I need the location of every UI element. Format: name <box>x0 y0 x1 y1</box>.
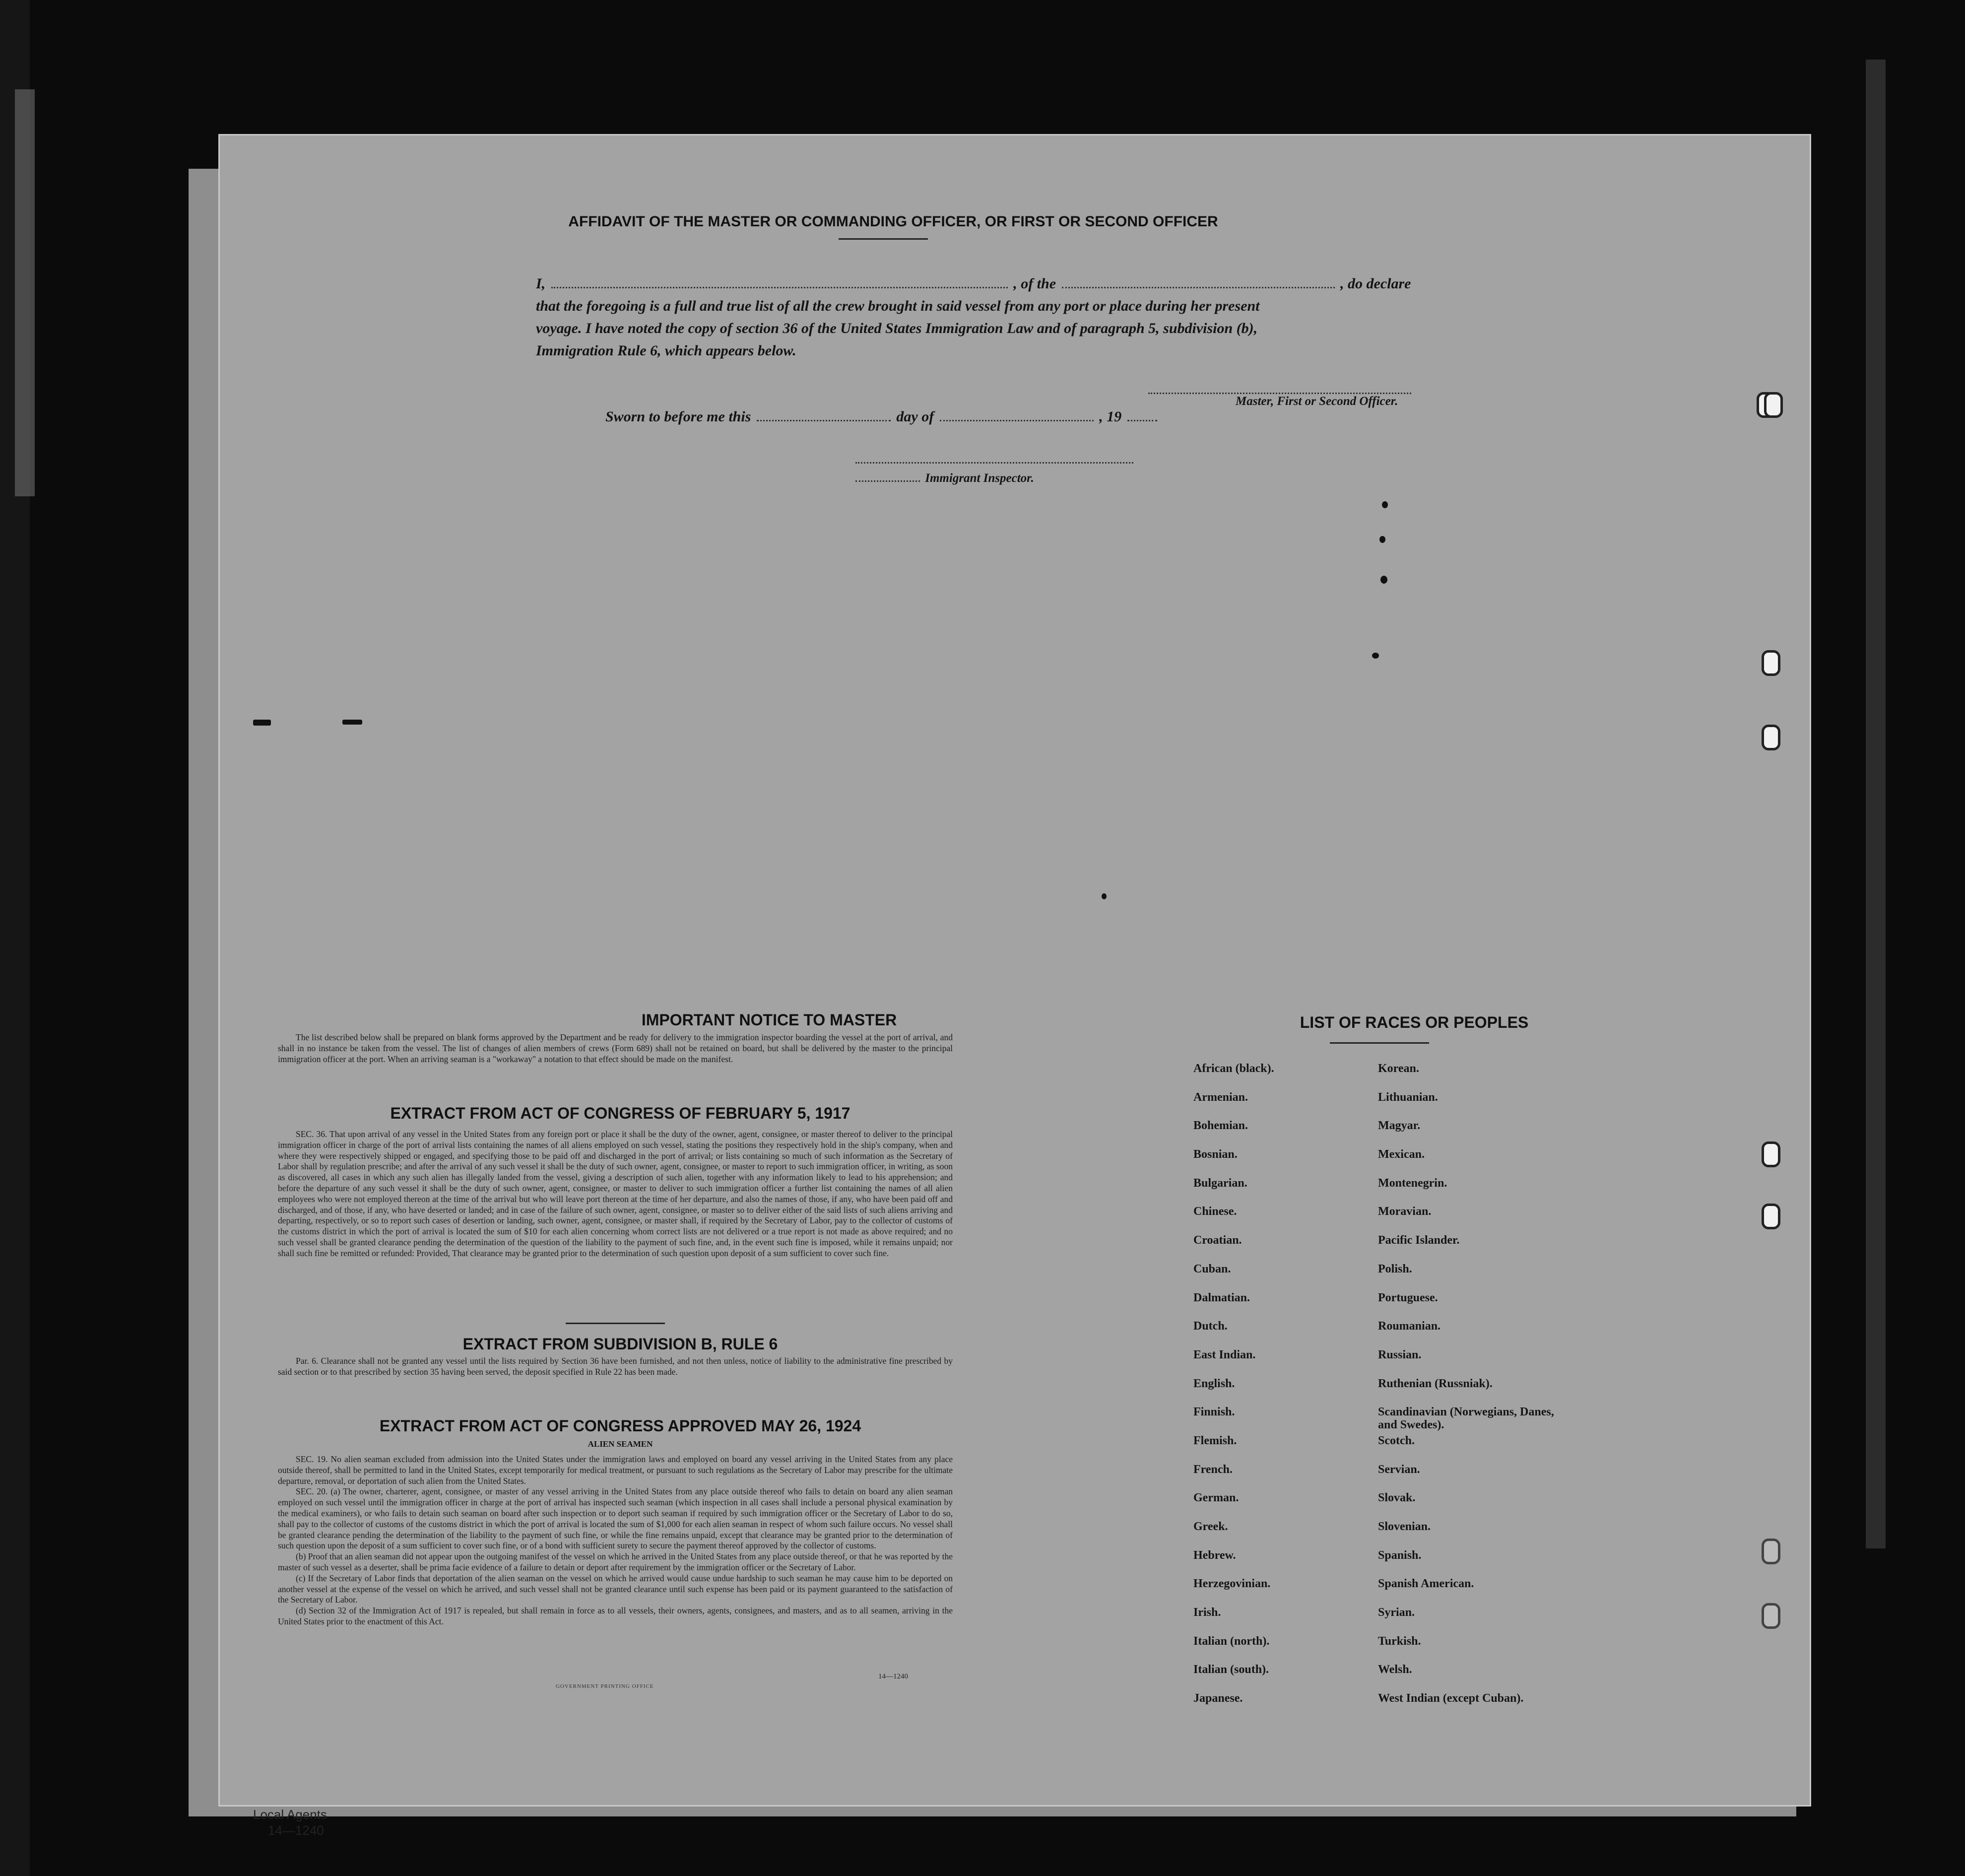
race-item: Montenegrin. <box>1378 1176 1447 1190</box>
race-item: Portuguese. <box>1378 1291 1438 1304</box>
race-item: Slovak. <box>1378 1491 1416 1505</box>
race-item: Pacific Islander. <box>1378 1234 1460 1247</box>
race-item: Korean. <box>1378 1062 1419 1075</box>
local-agents-label: Local Agents <box>253 1807 327 1822</box>
punch-hole <box>1762 1539 1780 1564</box>
punch-hole <box>1762 1141 1780 1167</box>
left-binding-highlight <box>15 89 35 496</box>
sworn-year-text: , 19 <box>1099 408 1122 425</box>
name-blank[interactable] <box>551 286 1008 288</box>
extract-1924-title: EXTRACT FROM ACT OF CONGRESS APPROVED MAY 26, 1924 <box>379 1417 861 1435</box>
underlying-form-number: 14—1240 <box>268 1823 324 1838</box>
affidavit-line-1 <box>536 275 1429 292</box>
race-item: Syrian. <box>1378 1606 1415 1619</box>
notice-paragraph: The list described below shall be prepared on blank forms approved by the Department and be ready for delivery to the immigration inspector boarding the vessel at the port of arrival, and shall in no instance be taken from the vessel. The list of changes of alien members of crews (Form 689) shall not be retained on board, but shall be delivered by the master to the principal immigration officer at the port. When an arriving seaman is a "workaway" a notation to that effect should be made on the manifest. <box>278 1032 953 1064</box>
extract-1924-body <box>278 1454 953 1627</box>
race-item: Ruthenian (Russniak). <box>1378 1377 1493 1390</box>
extract-1917-rule <box>566 1323 665 1324</box>
notice-body <box>278 1032 953 1065</box>
race-item: Lithuanian. <box>1378 1090 1438 1104</box>
race-item: Finnish. <box>1193 1406 1235 1419</box>
race-item: Italian (north). <box>1193 1634 1270 1648</box>
affidavit-line-2: that the foregoing is a full and true list of all the crew brought in said vessel from any port or place during her present <box>536 298 1260 314</box>
race-item: Japanese. <box>1193 1692 1243 1705</box>
sec-20c-paragraph: (c) If the Secretary of Labor finds that deportation of the alien seaman on the vessel on which he arrived would cause undue hardship to such seaman he may cause him to be deported on another vessel at the expense of the vessel on which he arrived, and such vessel shall not be granted clearance until such expense has been paid or its payment guaranteed to the satisfaction of the Secretary of Labor. <box>278 1573 953 1605</box>
ink-speck <box>1380 576 1387 584</box>
race-item: Dalmatian. <box>1193 1291 1250 1304</box>
sworn-text: Sworn to before me this <box>605 408 751 425</box>
form-number: 14—1240 <box>878 1673 908 1680</box>
race-item: African (black). <box>1193 1062 1274 1075</box>
race-item: Spanish. <box>1378 1548 1422 1562</box>
race-item: Greek. <box>1193 1520 1228 1533</box>
master-signature-line[interactable] <box>1148 392 1411 394</box>
race-item: Scandinavian (Norwegians, Danes, and Swedes). <box>1378 1406 1554 1432</box>
race-item: Magyar. <box>1378 1119 1421 1133</box>
underlying-sheet-label <box>253 1807 402 1838</box>
punch-hole <box>1762 650 1780 676</box>
affidavit-title: AFFIDAVIT OF THE MASTER OR COMMANDING OFFICER, OR FIRST OR SECOND OFFICER <box>568 213 1218 230</box>
printer-imprint: GOVERNMENT PRINTING OFFICE <box>556 1683 654 1689</box>
race-item: Armenian. <box>1193 1090 1248 1104</box>
ink-speck <box>1382 501 1388 508</box>
races-right-column <box>1378 1062 1557 1721</box>
race-item: French. <box>1193 1463 1233 1476</box>
ink-speck <box>1102 893 1107 899</box>
affidavit-title-rule <box>839 238 928 240</box>
punch-hole <box>1764 392 1783 418</box>
race-item: Dutch. <box>1193 1320 1228 1333</box>
sworn-day-text: day of <box>896 408 934 425</box>
race-item: Welsh. <box>1378 1663 1412 1676</box>
vessel-blank[interactable] <box>1062 286 1335 288</box>
sworn-month-blank[interactable] <box>940 419 1094 421</box>
affidavit-declare: , do declare <box>1340 275 1411 292</box>
inspector-blank[interactable] <box>855 480 920 482</box>
right-binding-highlight <box>1866 60 1886 1548</box>
race-item: Flemish. <box>1193 1434 1237 1447</box>
inspector-signature-line[interactable] <box>855 462 1133 464</box>
punch-hole <box>1762 1204 1780 1229</box>
race-item: Hebrew. <box>1193 1548 1236 1562</box>
sworn-day-blank[interactable] <box>757 419 891 421</box>
race-item: Bohemian. <box>1193 1119 1248 1133</box>
race-item: Italian (south). <box>1193 1663 1269 1676</box>
sec-19-paragraph: SEC. 19. No alien seaman excluded from admission into the United States under the immigration laws and employed on board any vessel arriving in the United States from any place outside thereof, shall be permitted to land in the United States, except temporarily for medical treatment, or pursuant to such regulations as the Secretary of Labor may prescribe for the ultimate departure, removal, or deportation of such alien from the United States. <box>278 1454 953 1486</box>
race-item: English. <box>1193 1377 1235 1390</box>
affidavit-line-3: voyage. I have noted the copy of section 36 of the United States Immigration Law and of paragraph 5, subdivision (b), <box>536 320 1258 336</box>
subdivision-body <box>278 1356 953 1378</box>
sworn-line <box>605 408 1159 425</box>
ink-speck <box>1372 653 1379 659</box>
ink-speck <box>1379 536 1385 543</box>
par-6-paragraph: Par. 6. Clearance shall not be granted any vessel until the lists required by Section 36 have been furnished, and not then unless, notice of liability to the administrative fine prescribed by said section or to that prescribed by section 35 having been served, the deposit specified in Rule 22 has been made. <box>278 1356 953 1377</box>
subdivision-title: EXTRACT FROM SUBDIVISION B, RULE 6 <box>462 1335 778 1353</box>
ink-speck <box>342 720 362 725</box>
punch-hole <box>1762 725 1780 750</box>
races-title-rule <box>1330 1042 1429 1044</box>
races-left-column <box>1193 1062 1372 1721</box>
affidavit-line-4: Immigration Rule 6, which appears below. <box>536 342 796 359</box>
sec-20a-paragraph: SEC. 20. (a) The owner, charterer, agent, consignee, or master of any vessel arriving in the United States from any place outside thereof who fails to detain on board any alien seaman employed on such vessel until the immigration officer in charge at the port of arrival has inspected such seaman (which inspection in all cases shall include a personal physical examination by the medical examiners), or who fails to detain such seaman on board after such inspection or to deport such seaman if required by such immigration officer or the Secretary of Labor to do so, shall pay to the collector of customs of the customs district in which the port of arrival is located the sum of $1,000 for each alien seaman in respect of whom such failure occurs. No vessel shall be granted clearance pending the determination of the liability to the payment of such fine, or while the fine remains unpaid, except that clearance may be granted prior to the determination of such question upon the deposit of a sum sufficient to cover such fine, or of a bond with sufficient surety to secure the payment thereof approved by the collector of customs. <box>278 1486 953 1551</box>
race-item: Russian. <box>1378 1348 1422 1361</box>
ink-speck <box>253 720 271 726</box>
race-item: Slovenian. <box>1378 1520 1431 1533</box>
section-36-paragraph: SEC. 36. That upon arrival of any vessel in the United States from any foreign port or place it shall be the duty of the owner, agent, consignee, or master thereof to deliver to the principal immigration officer in charge of the port of arrival lists containing the names of all aliens employed on such vessel, stating the positions they respectively hold in the ship's company, when and where they were respectively shipped or engaged, and specifying those to be paid off and discharged in the port of arrival; or lists containing so much of such information as the Secretary of Labor shall by regulation prescribe; and after the arrival of any such vessel it shall be the duty of such owner, agent, consignee, or master to report to such immigration officer, in writing, as soon as discovered, all cases in which any such alien has illegally landed from the vessel, giving a description of such alien, together with any information likely to lead to his apprehension; and before the departure of any such vessel it shall be the duty of such owner, agent, consignee, or master to deliver to such immigration officer a further list containing the names of all alien employees who were not employed thereon at the time of the arrival but who will leave port thereon at the time of her departure, and also the names of those, if any, who have been paid off and discharged, and of those, if any, who have deserted or landed; and in case of the failure of such owner, agent, consignee, or master so to deliver either of the said lists of such aliens arriving and departing, respectively, or so to report such cases of desertion or landing, such owner, agent, consignee, or master shall, if required by the Secretary of Labor, pay to the collector of customs of the customs district in which the port of arrival is located the sum of $10 for each alien concerning whom correct lists are not delivered or a true report is not made as above required; and no such vessel shall be granted clearance pending the determination of the question of the liability to the payment of such fine, and, in the event such fine is imposed, while it remains unpaid; nor shall such fine be remitted or refunded: Provided, That clearance may be granted prior to the determination of such question upon deposit of a sum sufficient to cover such fine. <box>278 1129 953 1258</box>
race-item: Mexican. <box>1378 1148 1425 1161</box>
notice-title: IMPORTANT NOTICE TO MASTER <box>641 1011 897 1029</box>
race-item: Scotch. <box>1378 1434 1415 1447</box>
affidavit-of-the: , of the <box>1013 275 1056 292</box>
race-item: Irish. <box>1193 1606 1221 1619</box>
sworn-year-blank[interactable] <box>1127 419 1157 421</box>
race-item: Bulgarian. <box>1193 1176 1247 1190</box>
inspector-line <box>853 471 1034 485</box>
race-item: Spanish American. <box>1378 1577 1474 1591</box>
sec-20b-paragraph: (b) Proof that an alien seaman did not appear upon the outgoing manifest of the vessel on which he arrived in the United States from any place outside thereof, or that he was reported by the master of such vessel as a deserter, shall be prima facie evidence of a failure to detain or deport after requirement by the immigration officer or the Secretary of Labor. <box>278 1551 953 1572</box>
race-item: Herzegovinian. <box>1193 1577 1271 1591</box>
extract-1917-body <box>278 1129 953 1259</box>
race-item: Cuban. <box>1193 1262 1231 1275</box>
affidavit-i: I, <box>536 275 546 292</box>
race-item: Bosnian. <box>1193 1148 1238 1161</box>
race-item: Servian. <box>1378 1463 1420 1476</box>
race-item: Croatian. <box>1193 1234 1242 1247</box>
race-item: Polish. <box>1378 1262 1412 1275</box>
alien-seamen-subtitle: ALIEN SEAMEN <box>588 1439 653 1449</box>
race-item: Chinese. <box>1193 1205 1237 1218</box>
race-item: Turkish. <box>1378 1634 1421 1648</box>
extract-1917-title: EXTRACT FROM ACT OF CONGRESS OF FEBRUARY 5, 1917 <box>390 1104 851 1122</box>
race-item: West Indian (except Cuban). <box>1378 1692 1524 1705</box>
race-item: East Indian. <box>1193 1348 1256 1361</box>
sec-20d-paragraph: (d) Section 32 of the Immigration Act of 1917 is repealed, but shall remain in force as to all vessels, their owners, agents, consignees, and masters, and as to all seamen, arriving in the United States prior to the enactment of this Act. <box>278 1606 953 1626</box>
races-title: LIST OF RACES OR PEOPLES <box>1300 1013 1529 1031</box>
master-signature-label: Master, First or Second Officer. <box>1236 395 1398 408</box>
race-item: Moravian. <box>1378 1205 1432 1218</box>
punch-hole <box>1762 1603 1780 1629</box>
race-item: Roumanian. <box>1378 1320 1441 1333</box>
race-item: German. <box>1193 1491 1239 1505</box>
inspector-label: Immigrant Inspector. <box>925 471 1034 485</box>
manifest-page <box>218 134 1811 1807</box>
